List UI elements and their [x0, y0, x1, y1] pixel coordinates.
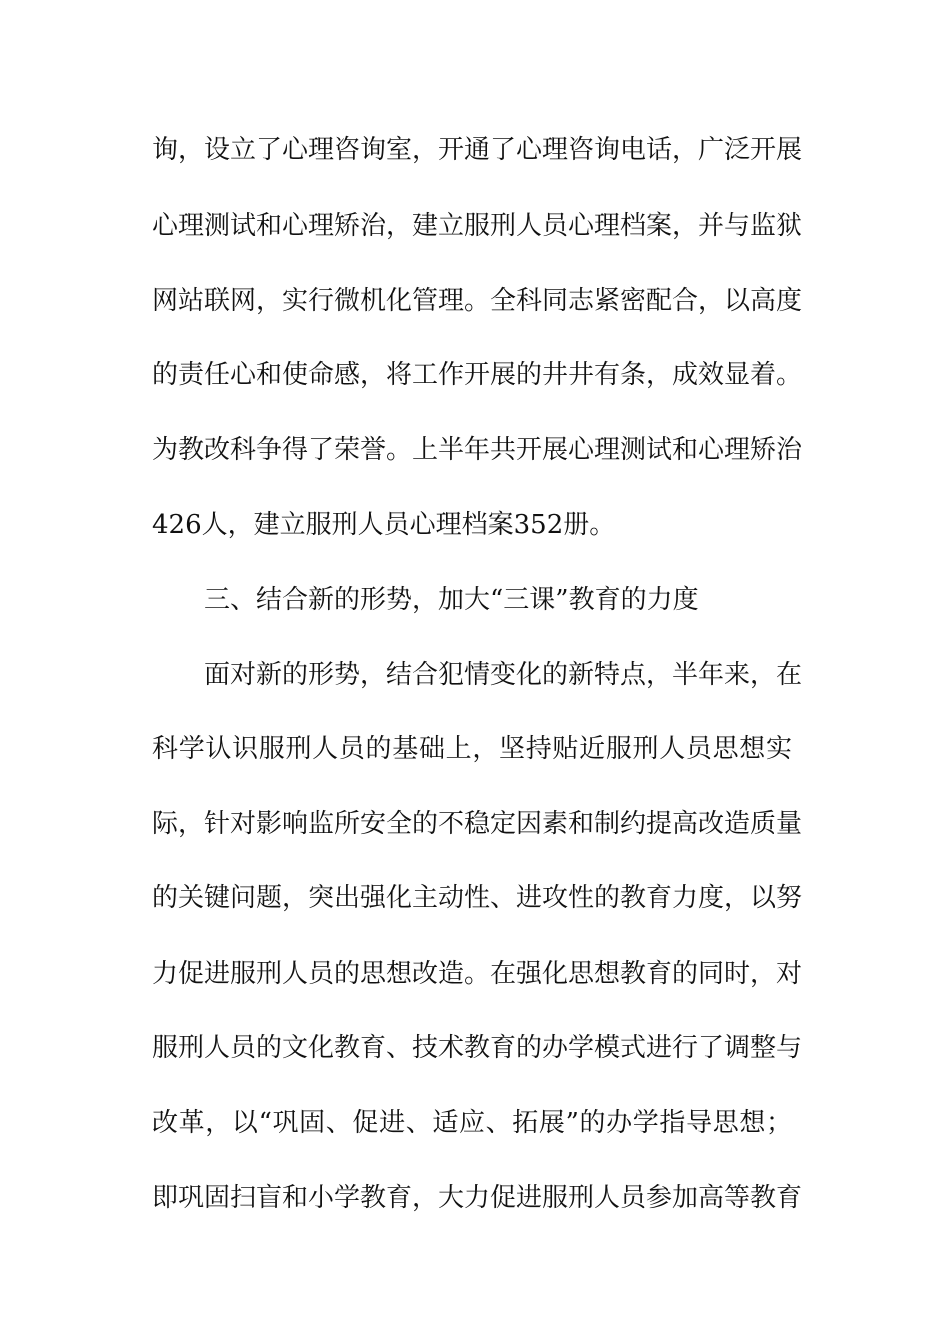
text-line: 的关键问题，突出强化主动性、进攻性的教育力度，以努 — [152, 883, 803, 913]
text-line: 询，设立了心理咨询室，开通了心理咨询电话，广泛开展 — [152, 135, 803, 165]
section-heading: 三、结合新的形势，加大“三课”教育的力度 — [204, 585, 699, 615]
text-line: 际，针对影响监所安全的不稳定因素和制约提高改造质量 — [152, 809, 803, 839]
text-line: 服刑人员的文化教育、技术教育的办学模式进行了调整与 — [152, 1033, 803, 1063]
text-line: 力促进服刑人员的思想改造。在强化思想教育的同时，对 — [152, 959, 803, 989]
text-line: 科学认识服刑人员的基础上，坚持贴近服刑人员思想实 — [152, 734, 792, 764]
text-line: 的责任心和使命感，将工作开展的井井有条，成效显着。 — [152, 360, 803, 390]
text-line: 为教改科争得了荣誉。上半年共开展心理测试和心理矫治 — [152, 435, 803, 465]
text-line: 心理测试和心理矫治，建立服刑人员心理档案，并与监狱 — [152, 211, 803, 241]
text-line: 426人，建立服刑人员心理档案352册。 — [152, 510, 616, 540]
text-line: 即巩固扫盲和小学教育，大力促进服刑人员参加高等教育 — [152, 1183, 803, 1213]
paragraph-first-line: 面对新的形势，结合犯情变化的新特点，半年来，在 — [204, 660, 803, 690]
text-line: 网站联网，实行微机化管理。全科同志紧密配合，以高度 — [152, 286, 803, 316]
text-line: 改革，以“巩固、促进、适应、拓展”的办学指导思想； — [152, 1108, 792, 1138]
